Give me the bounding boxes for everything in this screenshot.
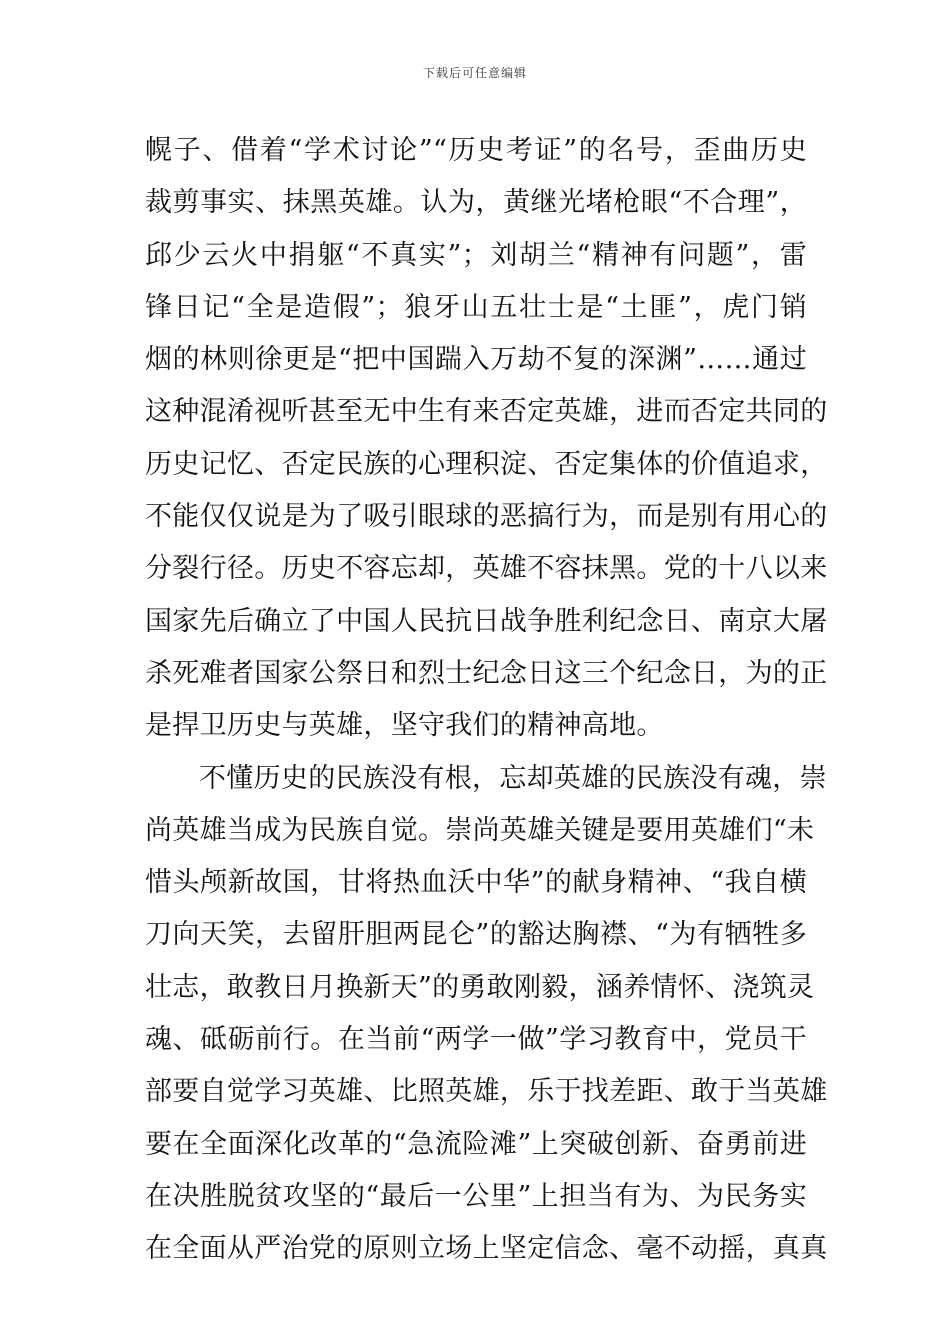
- text-line: 部要自觉学习英雄、比照英雄，乐于找差距、敢于当英雄: [145, 1076, 828, 1108]
- text-line: 惜头颅新故国，甘将热血沃中华”的献身精神、“我自横: [145, 867, 807, 899]
- text-line: 杀死难者国家公祭日和烈士纪念日这三个纪念日，为的正: [145, 657, 828, 689]
- text-line: 这种混淆视听甚至无中生有来否定英雄，进而否定共同的: [145, 396, 828, 428]
- text-line: 锋日记“全是造假”；狼牙山五壮士是“土匪”，虎门销: [145, 291, 807, 323]
- text-line: 国家先后确立了中国人民抗日战争胜利纪念日、南京大屠: [145, 605, 828, 637]
- paragraph-1: [145, 125, 828, 753]
- document-body: [145, 125, 828, 1276]
- text-line: 不懂历史的民族没有根，忘却英雄的民族没有魂，崇: [199, 762, 827, 794]
- text-line: 在决胜脱贫攻坚的“最后一公里”上担当有为、为民务实: [145, 1180, 807, 1212]
- paragraph-2: [145, 753, 828, 1276]
- text-line: 烟的林则徐更是“把中国踹入万劫不复的深渊”……通过: [145, 344, 807, 376]
- text-line: 刀向天笑，去留肝胆两昆仑”的豁达胸襟、“为有牺牲多: [145, 919, 807, 951]
- text-line: 分裂行径。历史不容忘却，英雄不容抹黑。党的十八以来: [145, 553, 828, 585]
- text-line: 邱少云火中捐躯“不真实”；刘胡兰“精神有问题”，雷: [145, 239, 807, 271]
- text-line: 裁剪事实、抹黑英雄。认为，黄继光堵枪眼“不合理”，: [145, 187, 807, 219]
- text-line: 是捍卫历史与英雄，坚守我们的精神高地。: [145, 710, 664, 742]
- text-line: 尚英雄当成为民族自觉。崇尚英雄关键是要用英雄们“未: [145, 814, 815, 846]
- text-line: 壮志，敢教日月换新天”的勇敢刚毅，涵养情怀、浇筑灵: [145, 971, 815, 1003]
- text-line: 历史记忆、否定民族的心理积淀、否定集体的价值追求，: [145, 448, 828, 480]
- text-line: 幌子、借着“学术讨论”“历史考证”的名号，歪曲历史: [145, 135, 807, 166]
- page-header: 下载后可任意编辑: [422, 66, 527, 80]
- text-line: 不能仅仅说是为了吸引眼球的恶搞行为，而是别有用心的: [145, 501, 828, 533]
- text-line: 魂、砥砺前行。在当前“两学一做”学习教育中，党员干: [145, 1024, 807, 1056]
- text-line: 要在全面深化改革的“急流险滩”上突破创新、奋勇前进: [145, 1128, 807, 1160]
- text-line: 在全面从严治党的原则立场上坚定信念、毫不动摇，真真: [145, 1233, 828, 1265]
